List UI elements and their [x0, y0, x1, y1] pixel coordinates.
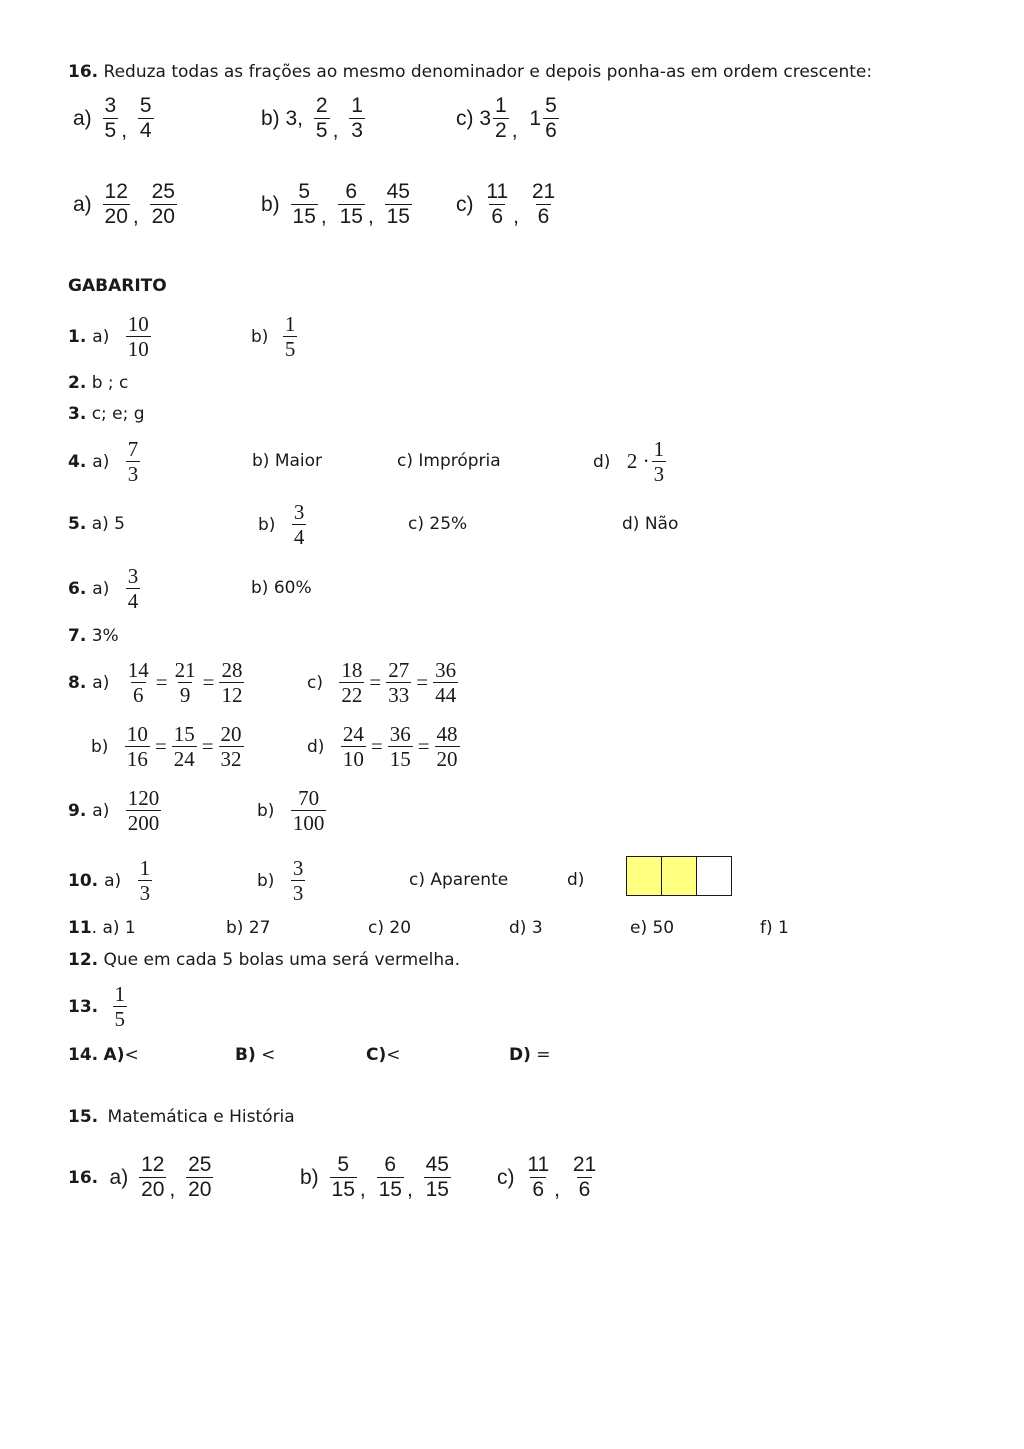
answer-text: <	[124, 1045, 139, 1065]
answer-10	[68, 856, 154, 905]
fraction: $\frac{24}{10}$	[342, 722, 364, 772]
answer-text: 3%	[91, 626, 119, 646]
answer-text: . a) 1	[91, 918, 136, 938]
fraction: $\frac{1}{2}$	[495, 94, 507, 143]
answer-6	[68, 564, 142, 613]
fraction: $\frac{25}{20}$	[151, 180, 175, 229]
item-label: c)	[456, 192, 474, 216]
answer-number: 4.	[68, 451, 87, 472]
fraction-bar-diagram	[626, 856, 732, 896]
fraction: $\frac{10}{10}$	[127, 312, 149, 362]
fraction: $\frac{21}{9}$	[174, 658, 196, 708]
equals-sign: =	[416, 670, 429, 695]
answer-11-b: b) 27	[226, 918, 271, 938]
item-label: d)	[307, 736, 325, 757]
answer-5-b	[255, 500, 308, 549]
q16-solution-c	[453, 180, 559, 229]
comma: ,	[367, 205, 374, 229]
answer-number: 12.	[68, 950, 99, 970]
comma: ,	[332, 119, 339, 143]
item-label: a)	[92, 451, 110, 472]
answer-14-d	[509, 1045, 551, 1065]
item-label: b)	[300, 1165, 319, 1189]
fraction: $\frac{10}{16}$	[126, 722, 148, 772]
fraction: $\frac{5}{15}$	[331, 1153, 355, 1202]
comma: ,	[406, 1178, 413, 1202]
comma: ,	[513, 205, 519, 229]
item-label: B)	[235, 1045, 256, 1065]
question-text: Reduza todas as frações ao mesmo denominador e depois ponha-as em ordem crescente:	[103, 62, 873, 82]
answer-11-e: e) 50	[630, 918, 675, 938]
answer-number: 7.	[68, 626, 87, 646]
answer-5-c: c) 25%	[408, 514, 468, 534]
fraction: $\frac{12}{20}$	[141, 1153, 165, 1202]
fraction: $\frac{1}{3}$	[653, 437, 665, 487]
answer-number: 9.	[68, 800, 87, 821]
fraction: $\frac{1}{5}$	[284, 312, 296, 362]
item-label: b)	[261, 192, 280, 216]
item-label: a)	[73, 192, 92, 216]
answer-11-c: c) 20	[368, 918, 412, 938]
item-label: c) 3	[456, 106, 492, 130]
answer-3	[68, 404, 145, 424]
answer-4	[68, 437, 142, 486]
fraction: $\frac{11}{6}$	[527, 1153, 550, 1202]
answer-number: 14.	[68, 1045, 99, 1065]
equals-sign: =	[155, 670, 168, 695]
fraction: $\frac{5}{6}$	[545, 94, 557, 143]
fraction: $\frac{3}{4}$	[127, 564, 139, 614]
fraction: $\frac{11}{6}$	[486, 180, 509, 229]
answer-16-b	[297, 1153, 453, 1202]
answer-text: =	[536, 1045, 551, 1065]
answer-1	[68, 312, 153, 361]
q16-solution-a	[70, 180, 179, 229]
equals-sign: =	[202, 670, 215, 695]
mixed-whole: 2 ·	[626, 449, 650, 474]
answer-8-d	[304, 722, 462, 771]
answer-text: a) 5	[91, 514, 125, 534]
q16-item-b	[258, 94, 367, 143]
mixed-whole: 1	[529, 106, 542, 130]
answer-5-d: d) Não	[622, 514, 679, 534]
item-label: D)	[509, 1045, 531, 1065]
fraction: $\frac{3}{5}$	[104, 94, 117, 143]
shaded-cell	[662, 857, 697, 895]
q16-solution-b	[258, 180, 414, 229]
fraction: $\frac{28}{12}$	[221, 658, 243, 708]
item-label: a)	[104, 870, 122, 891]
item-label: b) 3,	[261, 106, 304, 130]
fraction: $\frac{6}{15}$	[378, 1153, 402, 1202]
answer-number: 1.	[68, 326, 87, 347]
fraction: $\frac{2}{5}$	[315, 94, 328, 143]
answer-number: 16.	[68, 1168, 99, 1189]
answer-9-b	[254, 786, 328, 835]
answer-number: 8.	[68, 672, 87, 693]
fraction: $\frac{12}{20}$	[104, 180, 128, 229]
item-label: A)	[103, 1045, 125, 1065]
fraction: $\frac{3}{4}$	[293, 500, 305, 550]
item-label: a)	[73, 106, 92, 130]
answer-text: <	[386, 1045, 401, 1065]
fraction: $\frac{1}{3}$	[351, 94, 363, 143]
answer-number: 13.	[68, 996, 99, 1017]
fraction: $\frac{3}{3}$	[292, 856, 304, 906]
fraction: $\frac{6}{15}$	[339, 180, 363, 229]
item-label: b)	[257, 800, 275, 821]
shaded-cell	[627, 857, 662, 895]
answer-9	[68, 786, 163, 835]
answer-10-c: c) Aparente	[409, 870, 509, 890]
fraction: $\frac{70}{100}$	[292, 786, 325, 836]
fraction: $\frac{14}{6}$	[127, 658, 149, 708]
answer-text: b ; c	[91, 373, 129, 393]
answer-10-b	[254, 856, 307, 905]
equals-sign: =	[201, 734, 214, 759]
q16-item-c	[453, 94, 561, 143]
answer-11	[68, 918, 136, 938]
comma: ,	[132, 205, 139, 229]
section-title: GABARITO	[68, 276, 167, 296]
answer-16-c	[494, 1153, 600, 1202]
fraction: $\frac{5}{15}$	[292, 180, 316, 229]
fraction: $\frac{36}{44}$	[435, 658, 457, 708]
item-label: a)	[92, 578, 110, 599]
comma: ,	[554, 1178, 560, 1202]
fraction: $\frac{15}{24}$	[173, 722, 195, 772]
answer-8-c	[304, 658, 460, 707]
fraction: $\frac{27}{33}$	[388, 658, 410, 708]
fraction: $\frac{120}{200}$	[127, 786, 160, 836]
answer-number: 6.	[68, 578, 87, 599]
item-label: c)	[307, 672, 323, 693]
equals-sign: =	[417, 734, 430, 759]
item-label: b)	[251, 326, 269, 347]
item-label: a)	[92, 672, 110, 693]
answer-7	[68, 626, 119, 646]
answer-4-b: b) Maior	[252, 451, 323, 471]
item-label: a)	[109, 1165, 129, 1189]
answer-16	[68, 1153, 215, 1202]
answer-number: 3.	[68, 404, 87, 424]
item-label: b)	[257, 870, 275, 891]
comma: ,	[359, 1178, 366, 1202]
answer-11-f: f) 1	[760, 918, 789, 938]
answer-text: Que em cada 5 bolas uma será vermelha.	[103, 950, 460, 970]
answer-number: 11	[68, 918, 92, 938]
answer-13	[68, 982, 129, 1031]
item-label: c)	[497, 1165, 515, 1189]
answer-5	[68, 514, 125, 534]
item-label: C)	[366, 1045, 387, 1065]
comma: ,	[169, 1178, 176, 1202]
fraction: $\frac{25}{20}$	[188, 1153, 212, 1202]
answer-15	[68, 1107, 295, 1127]
fraction: $\frac{36}{15}$	[389, 722, 411, 772]
equals-sign: =	[369, 670, 382, 695]
fraction: $\frac{5}{4}$	[139, 94, 152, 143]
fraction: $\frac{1}{5}$	[114, 982, 126, 1032]
fraction: $\frac{48}{20}$	[436, 722, 458, 772]
answer-number: 2.	[68, 373, 87, 393]
answer-8-a	[68, 658, 246, 707]
q16-item-a	[70, 94, 156, 143]
fraction: $\frac{45}{15}$	[425, 1153, 449, 1202]
question-16-prompt	[68, 62, 872, 82]
answer-text: <	[261, 1045, 276, 1065]
equals-sign: =	[154, 734, 167, 759]
answer-number: 5.	[68, 514, 87, 534]
equals-sign: =	[370, 734, 383, 759]
fraction: $\frac{7}{3}$	[127, 437, 139, 487]
comma: ,	[320, 205, 327, 229]
answer-10-d-label: d)	[567, 870, 585, 890]
answer-4-d	[590, 437, 668, 486]
answer-11-d: d) 3	[509, 918, 543, 938]
item-label: a)	[92, 326, 110, 347]
fraction: $\frac{20}{32}$	[220, 722, 242, 772]
answer-text: Matemática e História	[107, 1107, 295, 1127]
answer-12	[68, 950, 460, 970]
answer-4-c: c) Imprópria	[397, 451, 501, 471]
answer-8-b	[88, 722, 246, 771]
answer-14-c	[366, 1045, 401, 1065]
fraction: $\frac{1}{3}$	[139, 856, 151, 906]
item-label: b)	[258, 514, 276, 535]
fraction: $\frac{21}{6}$	[572, 1153, 597, 1202]
answer-number: 10.	[68, 870, 99, 891]
answer-2	[68, 373, 128, 393]
answer-14	[68, 1045, 139, 1065]
answer-text: c; e; g	[91, 404, 145, 424]
answer-6-b: b) 60%	[251, 578, 312, 598]
answer-14-b	[235, 1045, 275, 1065]
item-label: d)	[593, 451, 611, 472]
answer-number: 15.	[68, 1107, 99, 1127]
empty-cell	[697, 857, 731, 895]
fraction: $\frac{21}{6}$	[531, 180, 556, 229]
item-label: b)	[91, 736, 109, 757]
comma: ,	[121, 119, 128, 143]
comma: ,	[511, 119, 518, 143]
item-label: a)	[92, 800, 110, 821]
answer-1-b	[248, 312, 299, 361]
fraction: $\frac{18}{22}$	[341, 658, 363, 708]
question-number: 16.	[68, 62, 99, 82]
fraction: $\frac{45}{15}$	[386, 180, 410, 229]
